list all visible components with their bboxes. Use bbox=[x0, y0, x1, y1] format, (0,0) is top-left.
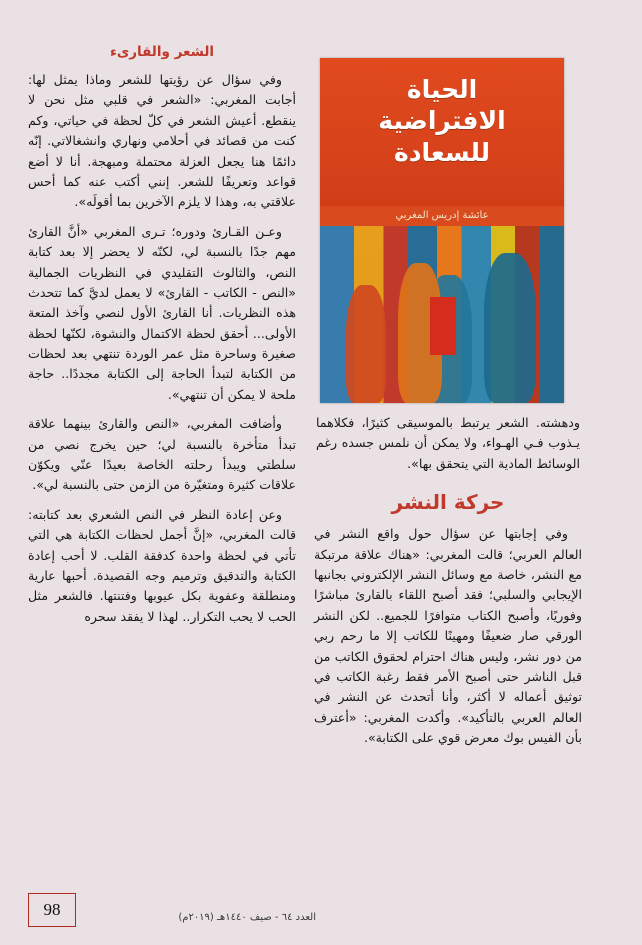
paragraph: وعـن القـارئ ودوره؛ تـرى المغربي «أنَّ القارئ مهم جدًا بالنسبة لي، لكنّه لا يحضر إلا بعد كتابة النص، والثالوث التقليدي في النظريات الجمالية «النص - الكاتب - القارئ» لا يعمل لديَّ كما تتحدث هذه النظريات. أنا القارئ الأول لنصي وآخذ المتعة الأولى... أحقق لحظة الاكتمال والنشوة، لكنّها لحظة صغيرة وساحرة مثل عمر الوردة تنتهي بعد لحظات من الكتابة لتبدأ الحاجة إلى الكتابة مجددًا.. حاجة ملحة لا يمكن أن تنتهي». bbox=[28, 223, 296, 402]
cover-title-line-2: الافتراضية bbox=[378, 106, 506, 136]
cover-red-block bbox=[430, 297, 456, 355]
cover-figure bbox=[346, 285, 386, 403]
issue-line: العدد ٦٤ - صيف ١٤٤٠هـ (٢٠١٩م) bbox=[178, 912, 316, 923]
paragraph: وعن إعادة النظر في النص الشعري بعد كتابته: قالت المغربي، «إنَّ أجمل لحظات الكتابة هي التي تأتي في لحظة واحدة كدفقة القلب. لا أحب إعادة الكتابة والتدقيق وترميم وجه القصيدة. أحبها عارية ومنطلقة وعفوية بكل عيوبها وفتنتها. فالشعر مثل الحب لا يحب التكرار.. لهذا لا يفقد سحره bbox=[28, 506, 296, 624]
book-cover bbox=[320, 58, 564, 403]
paragraph: وفي سؤال عن رؤيتها للشعر وماذا يمثل لها: أجابت المغربي: «الشعر في قلبي مثل نحن لا ينقطع. أعيش الشعر في كلّ لحظة في حياتي، وكم كنت من قصائد في أحلامي ونهاري وانشغالاتي. إنّه دائمًا هنا يجعل العزلة محتملة ومبهجة. أنا لا أضع قواعد وتعريفًا للشعر. إنني أكتب عنه كما أحس علاقتي به، وهذا لا يلزم الآخرين بما أقولَه». bbox=[28, 72, 296, 210]
cover-author: عائشة إدريس المغربي bbox=[395, 210, 489, 221]
page-content bbox=[28, 44, 614, 890]
section-heading-publishing: حركة النشر bbox=[391, 490, 505, 515]
paragraph: وفي إجابتها عن سؤال حول واقع النشر في العالم العربي؛ قالت المغربي: «هناك علاقة مرتبكة مع النشر، خاصة مع وسائل النشر الإلكتروني بجانبها الإيجابي والسلبي؛ فقد أصبح اللقاء بالقارئ مباشرًا وفوريًا، وأصبح الكتاب متوافرًا للجميع.. لكن النشر الورقي صار ضعيفًا ومهينًا للكاتب إلا ما رحم ربي من دور نشر، وليس هناك احترام لحقوق الكاتب من قبل الناشر حتى أصبح الأمر فقط رغبة الكاتب في توثيق أعماله لا أكثر، وأنا أتحدث عن النشر في العالم العربي بالتأكيد». وأكدت المغربي: «أعترف بأن الفيس بوك معرض قوي على الكتابة». bbox=[314, 526, 582, 746]
page-number: 98 bbox=[43, 900, 61, 919]
cover-title-line-3: للسعادة bbox=[393, 137, 491, 167]
cover-artwork bbox=[320, 226, 564, 403]
subheading-poetry-and-reader: الشعر والقارىء bbox=[109, 44, 215, 60]
column-right bbox=[28, 44, 296, 890]
book-cover-image bbox=[320, 58, 564, 403]
cover-figure bbox=[484, 253, 536, 403]
column-left bbox=[314, 44, 582, 890]
page-number-box bbox=[28, 893, 76, 927]
continued-text: ودهشته. الشعر يرتبط بالموسيقى كثيرًا، فكلاهما يـذوب فـي الهـواء، ولا يمكن أن نلمس جسده رغم الوسائط المادية التي يتحقق بها». bbox=[316, 415, 580, 471]
cover-title bbox=[334, 74, 550, 168]
page-footer bbox=[28, 893, 614, 927]
paragraph: وأضافت المغربي، «النص والقارئ بينهما علاقة تبدأ متأخرة بالنسبة لي؛ حين يخرج نصي من سلطتي ويبدأ رحلته الخاصة بعيدًا عنّي ويكوّن علاقات كثيرة ومتغيّرة من الزمن حتى بالنسبة لي». bbox=[28, 416, 296, 493]
cover-title-line-1: الحياة bbox=[406, 75, 478, 104]
